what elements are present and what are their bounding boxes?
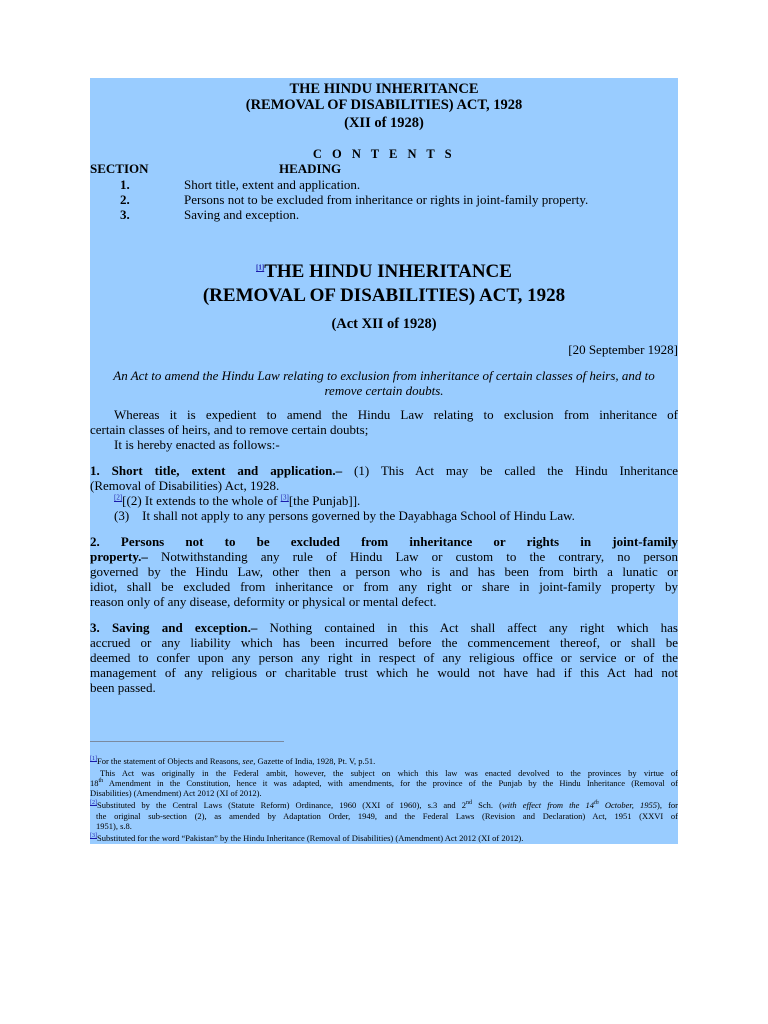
section2-heading-line2: property.– (90, 549, 148, 564)
contents-row-text: Saving and exception. (184, 207, 300, 222)
contents-row-number: 2. (120, 192, 130, 207)
section1-line4: (3) It shall not apply to any persons governed by the Dayabhaga School of Hindu Law. (114, 508, 575, 523)
footnote-2-line2: the original sub-section (2), as amended by Adaptation Order, 1949, and the Federal Laws (Revision and Declaration) Act, 1951 (XXVI of (96, 811, 678, 821)
section1-heading: 1. Short title, extent and application.– (90, 463, 343, 478)
enacted-line: It is hereby enacted as follows:- (114, 437, 280, 452)
header-title-line1: THE HINDU INHERITANCE (289, 81, 479, 97)
section3-line2: accrued or any liability which has been incurred before the commencement thereof, or shall be (90, 635, 678, 650)
footnote-1-line2: This Act was originally in the Federal ambit, however, the subject on which this law was enacted devolved to the provinces by virtue of (100, 768, 678, 778)
footnote-ref-3[interactable]: [3] (280, 493, 289, 502)
section2-line4: idiot, shall be excluded from inheritance or from any right or share in joint-family property by (90, 579, 678, 594)
contents-label: C O N T E N T S (312, 147, 456, 161)
contents-row-number: 3. (120, 207, 130, 222)
footnote-2-line3: 1951), s.8. (96, 821, 132, 831)
footnote-marker-1[interactable]: [1] (90, 756, 97, 763)
contents-row-number: 1. (120, 177, 130, 192)
whereas-line2: certain classes of heirs, and to remove certain doubts; (90, 422, 369, 437)
section2-line2: property.– Notwithstanding any rule of Hindu Law or custom to the contrary, no person (90, 549, 678, 564)
act-date: [20 September 1928] (568, 342, 678, 357)
contents-row-text: Short title, extent and application. (184, 177, 361, 192)
act-title-line2: (REMOVAL OF DISABILITIES) ACT, 1928 (202, 285, 566, 306)
act-number: (Act XII of 1928) (331, 316, 437, 332)
footnote-3: [3]Substituted for the word “Pakistan” by the Hindu Inheritance (Removal of Disabilities) (Amendment) Act 2012 (XI of 2012). (90, 833, 524, 843)
section3-line1: 3. Saving and exception.– Nothing contained in this Act shall affect any right which has (90, 620, 678, 635)
section3-line4: management of any religious or charitable trust which he would not have had if this Act had not (90, 665, 678, 680)
section1-line3: [2][(2) It extends to the whole of [3][the Punjab]]. (114, 493, 361, 508)
act-title-line1: [1]THE HINDU INHERITANCE (256, 261, 512, 282)
preamble-italic: An Act to amend the Hindu Law relating to exclusion from inheritance of certain classes of heirs, and to remove certain doubts. (113, 368, 655, 398)
section3-line3: deemed to confer upon any person any right in respect of any religious office or service or of the (90, 650, 678, 665)
section3-heading: 3. Saving and exception.– (90, 620, 258, 635)
section2-line3: governed by the Hindu Law, other then a person who is and has been from birth a lunatic or (90, 564, 678, 579)
footnote-marker-3[interactable]: [3] (90, 833, 97, 840)
contents-section-header: SECTION (90, 161, 149, 176)
contents-row-text: Persons not to be excluded from inheritance or rights in joint-family property. (184, 192, 589, 207)
section2-line5: reason only of any disease, deformity or physical or mental defect. (90, 594, 437, 609)
document-page (90, 78, 678, 844)
footnote-1-line3: 18th Amendment in the Constitution, hence it was adapted, with amendments, for the province of the Punjab by the Hindu Inheritance (Removal of (90, 778, 678, 788)
header-title-line3: (XII of 1928) (344, 115, 424, 131)
section3-line5: been passed. (90, 680, 156, 695)
footnote-1-line4: Disabilities) (Amendment) Act 2012 (XI of 2012). (90, 788, 262, 798)
whereas-line1: Whereas it is expedient to amend the Hindu Law relating to exclusion from inheritance of (114, 407, 678, 422)
footnote-marker-2[interactable]: [2] (90, 800, 97, 807)
footnote-ref-2[interactable]: [2] (114, 493, 123, 502)
contents-heading-header: HEADING (279, 161, 342, 176)
header-title-line2: (REMOVAL OF DISABILITIES) ACT, 1928 (245, 97, 523, 113)
footnote-separator (90, 741, 284, 742)
footnote-1-line1: [1]For the statement of Objects and Reasons, see, Gazette of India, 1928, Pt. V, p.51. (90, 756, 376, 766)
section2-heading-line1: 2. Persons not to be excluded from inheritance or rights in joint-family (90, 534, 678, 549)
section1-line1: 1. Short title, extent and application.– (1) This Act may be called the Hindu Inheritance (90, 463, 678, 478)
section1-line2: (Removal of Disabilities) Act, 1928. (90, 478, 280, 493)
footnote-ref-1[interactable]: [1] (256, 263, 265, 272)
footnote-2-line1: [2]Substituted by the Central Laws (Statute Reform) Ordinance, 1960 (XXI of 1960), s.3 and 2nd Sch. (with effect from the 14th October, 1955), for (90, 800, 678, 810)
